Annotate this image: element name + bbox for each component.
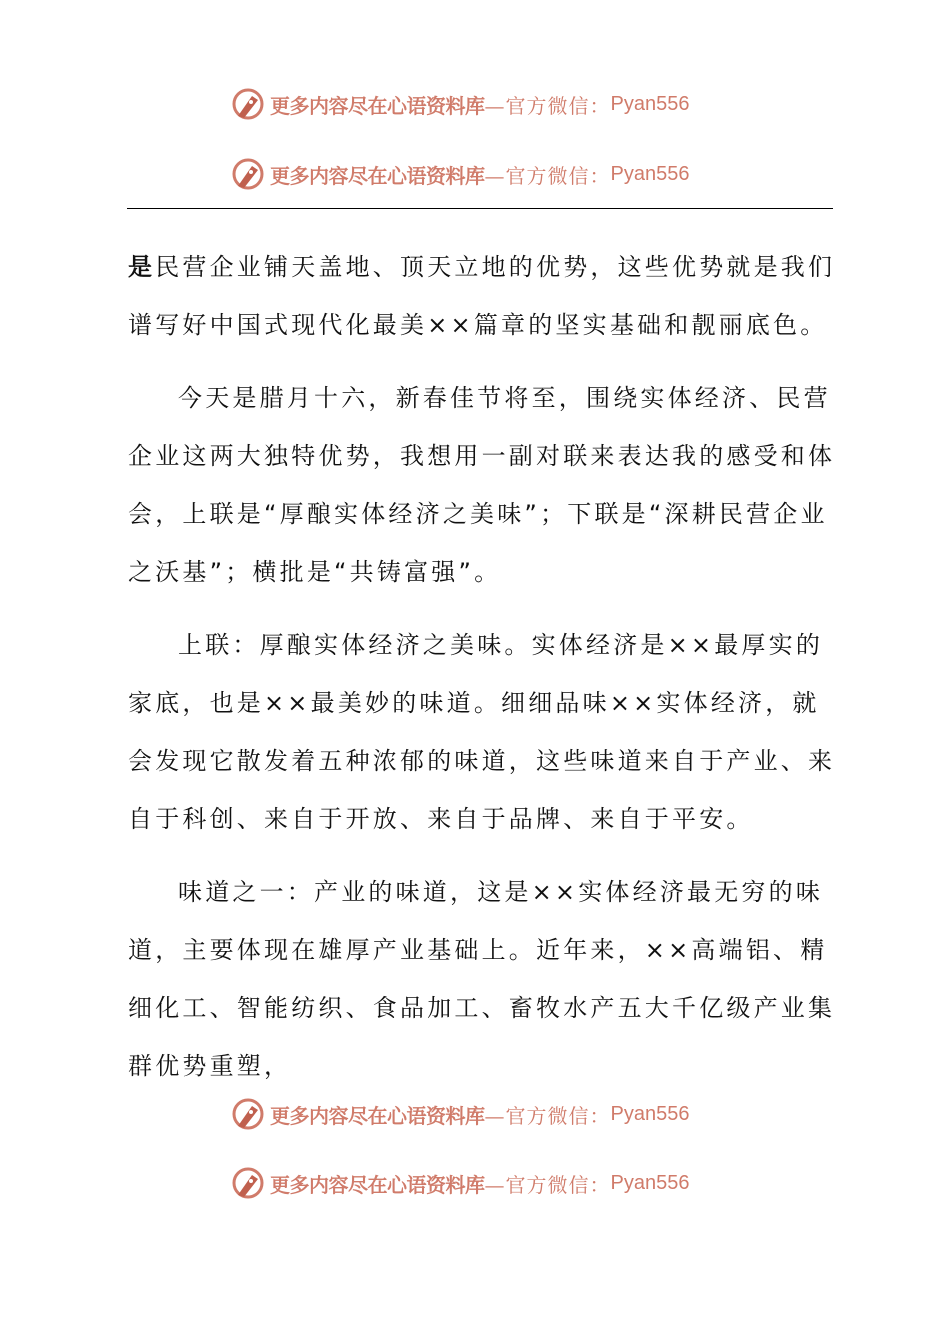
watermark-text-wechat: —官方微信： [484,93,611,118]
watermark-text-wechat: —官方微信： [484,1103,611,1128]
pen-nib-circle-icon [230,156,266,192]
watermark-text-id: Pyan556 [610,92,690,115]
paragraph-text: 今天是腊月十六，新春佳节将至，围绕实体经济、民营企业这两大独特优势，我想用一副对联来表达我的感受和体会，上联是“厚酿实体经济之美味”；下联是“深耕民营企业之沃基”；横批是“共铸富强”。 [128,384,836,586]
watermark-text-main: 更多内容尽在心语资料库 [270,1103,485,1128]
pen-nib-circle-icon [230,86,266,122]
watermark-text-wechat: —官方微信： [484,163,611,188]
watermark-banner-bottom-1 [230,1094,689,1134]
document-body [128,238,838,1110]
paragraph-1 [128,238,838,354]
header-divider [127,208,833,209]
watermark-text-id: Pyan556 [610,1171,690,1194]
paragraph-2 [128,369,838,601]
pen-nib-circle-icon [230,1165,266,1201]
watermark-text-main: 更多内容尽在心语资料库 [270,163,485,188]
paragraph-lead: 是 [128,253,156,281]
watermark-text-id: Pyan556 [610,1102,690,1125]
paragraph-3 [128,616,838,848]
watermark-text-main: 更多内容尽在心语资料库 [270,93,485,118]
pen-nib-circle-icon [230,1096,266,1132]
watermark-text-wechat: —官方微信： [484,1172,611,1197]
watermark-banner-bottom-2 [230,1163,689,1203]
paragraph-text: 味道之一：产业的味道，这是××实体经济最无穷的味道，主要体现在雄厚产业基础上。近年来，××高端铝、精细化工、智能纺织、食品加工、畜牧水产五大千亿级产业集群优势重塑， [128,878,836,1080]
watermark-text-id: Pyan556 [610,162,690,185]
paragraph-text: 民营企业铺天盖地、顶天立地的优势，这些优势就是我们谱写好中国式现代化最美××篇章的坚实基础和靓丽底色。 [128,253,836,339]
watermark-banner-top-1 [230,84,689,124]
paragraph-4 [128,863,838,1095]
watermark-text-main: 更多内容尽在心语资料库 [270,1172,485,1197]
watermark-banner-top-2 [230,154,689,194]
paragraph-text: 上联：厚酿实体经济之美味。实体经济是××最厚实的家底，也是××最美妙的味道。细细品味××实体经济，就会发现它散发着五种浓郁的味道，这些味道来自于产业、来自于科创、来自于开放、来自于品牌、来自于平安。 [128,631,836,833]
